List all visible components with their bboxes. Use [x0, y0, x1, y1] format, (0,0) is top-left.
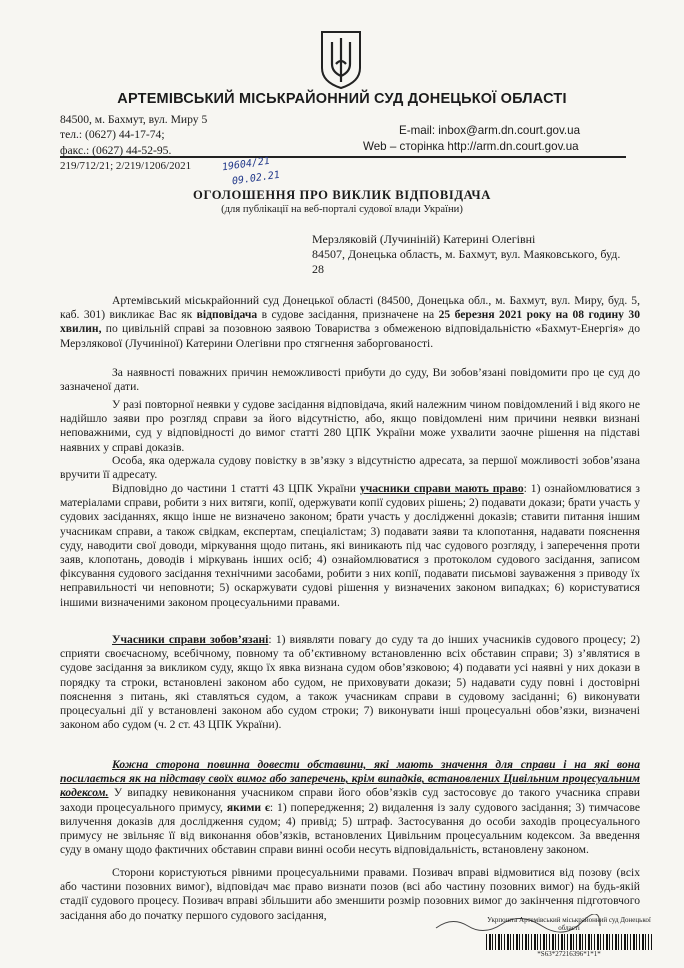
addressee-address: 84507, Донецька область, м. Бахмут, вул. Маяковського, буд. 28 — [312, 247, 621, 276]
court-email: E-mail: inbox@arm.dn.court.gov.ua — [399, 124, 581, 137]
postal-barcode-stamp — [484, 916, 654, 958]
header-divider — [60, 156, 626, 158]
participant-duties-paragraph: Учасники справи зобов’язані: 1) виявляти повагу до суду та до інших учасників судового процесу; 2) сприяти своєчасному, всебічному, повному та об’єктивному встановленню всіх обставин справи; 3) з’являтися в судове засідання за викликом суду, якщо їх явка визнана судом обов’язковою; 4) подавати усі наявні у них докази в порядку та строки, встановлені законом або судом, не приховувати докази; 5) надавати суду повні і достовірні пояснення з питань, які ставляться судом, а також учасникам справи в судовому засіданні; 6) виконувати процесуальні дії у встановлені законом або судом строки; 7) виконувати інші процесуальні обов’язки, визначені законом або судом (ч. 2 ст. 43 ЦПК України). — [60, 633, 641, 732]
court-phone: тел.: (0627) 44-17-74; — [60, 128, 165, 141]
court-name: АРТЕМІВСЬКИЙ МІСЬКРАЙОННИЙ СУД ДОНЕЦЬКОЇ ОБЛАСТІ — [117, 91, 567, 107]
barcode-number: *S63*27216396*1*1* — [537, 950, 601, 958]
default-judgment-paragraph: У разі повторної неявки у судове засідання відповідача, який належним чином повідомлений і від якого не надійшло заяви про розгляд справи за його відсутністю, або, якщо повідомлені ним причини неявки визнані неповажними, суд у відповідності до вимог статті 280 ЦПК України може ухвалити заочне рішення на підставі наявних у справі доказів. — [60, 398, 640, 454]
barcode — [486, 934, 652, 950]
case-numbers: 219/712/21; 2/219/1206/2021 — [60, 160, 192, 172]
notice-subtitle: (для публікації на веб-порталі судової влади України) — [221, 204, 463, 215]
handwritten-date: 09.02.21 — [231, 169, 281, 188]
addressee-block — [312, 232, 632, 277]
burden-of-proof-paragraph: Кожна сторона повинна довести обставини, які мають значення для справи і на які вона посилається як на підставу своїх вимог або заперечень, крім випадків, встановлених Цивільним процесуальним кодексом. У випадку невиконання учасником справи його обов’язків суд застосовує до такого учасника справи заходи процесуального примусу, якими є: 1) попередження; 2) видалення із залу судового засідання; 3) тимчасове вилучення доказів для дослідження судом; 4) привід; 5) штраф. Застосування до особи заходів процесуального примусу не звільняє її від виконання обов’язків, встановлених Цивільним процесуальним кодексом. За введення суду в оману щодо фактичних обставин справи винні особи несуть відповідальність, встановлену законом. — [60, 758, 640, 857]
participant-rights-paragraph: Відповідно до частини 1 статті 43 ЦПК України учасники справи мають право: 1) ознайомлюватися з матеріалами справи, робити з них витяги, копії, одержувати копії судових рішень; 2) подавати докази; брати участь у судових засіданнях, якщо інше не визначено законом; брати участь у дослідженні доказів; ставити питання іншим учасникам справи, а також свідкам, експертам, спеціалістам; 3) подавати заяви та клопотання, надавати пояснення суду, наводити свої доводи, міркування щодо питань, які виникають під час судового розгляду, і заперечення проти заяв, клопотань, доводів і міркувань інших осіб; 4) ознайомлюватися з протоколом судового засідання, записом фіксування судового засідання технічними засобами, робити з них копії, подавати письмові зауваження з приводу їх неправильності чи неповноти; 5) оскаржувати судові рішення у визначених законом випадках; 6) користуватися іншими визначеними законом процесуальними правами. — [60, 482, 640, 609]
notify-paragraph: За наявності поважних причин неможливості прибути до суду, Ви зобов’язані повідомити про це суд до зазначеної дати. — [60, 366, 640, 394]
equal-rights-paragraph: Сторони користуються рівними процесуальними правами. Позивач вправі відмовитися від позову (всіх або частини позовних вимог), відповідач має право визнати позов (всі або частину позовних вимог) на будь-якій стадії судового процесу. Позивач вправі збільшити або зменшити розмір позовних вимог до закінчення підготовчого засідання або до початку першого судового засідання, — [60, 866, 640, 922]
coat-of-arms-icon — [318, 28, 364, 90]
summons-paragraph: Артемівський міськрайонний суд Донецької області (84500, Донецька обл., м. Бахмут, вул. Миру, буд. 5, каб. 301) викликає Вас як відповідача в судове засідання, призначене на 25 березня 2021 року на 08 годину 30 хвилин, по цивільній справі за позовною заявою Товариства з обмеженою відповідальністю «Бахмут-Енергія» до Мерзлякової (Лучиніної) Катерини Олегівни про стягнення заборгованості. — [60, 294, 640, 350]
court-address: 84500, м. Бахмут, вул. Миру 5 — [60, 113, 208, 126]
addressee-name: Мерзляковій (Лучиніній) Катерині Олегівні — [312, 232, 536, 246]
summons-delivery-paragraph: Особа, яка одержала судову повістку в зв’язку з відсутністю адресата, за першої можливості зобов’язана вручити її адресату. — [60, 454, 640, 482]
court-fax: факс.: (0627) 44-52-95. — [60, 144, 172, 157]
notice-title: ОГОЛОШЕННЯ ПРО ВИКЛИК ВІДПОВІДАЧА — [193, 188, 491, 202]
handwritten-reference: 19604/21 — [221, 155, 271, 174]
court-website: Web – сторінка http://arm.dn.court.gov.ua — [363, 140, 579, 153]
stamp-text: Укрпошта Артемівський міськрайонний суд Донецької області — [487, 916, 651, 932]
